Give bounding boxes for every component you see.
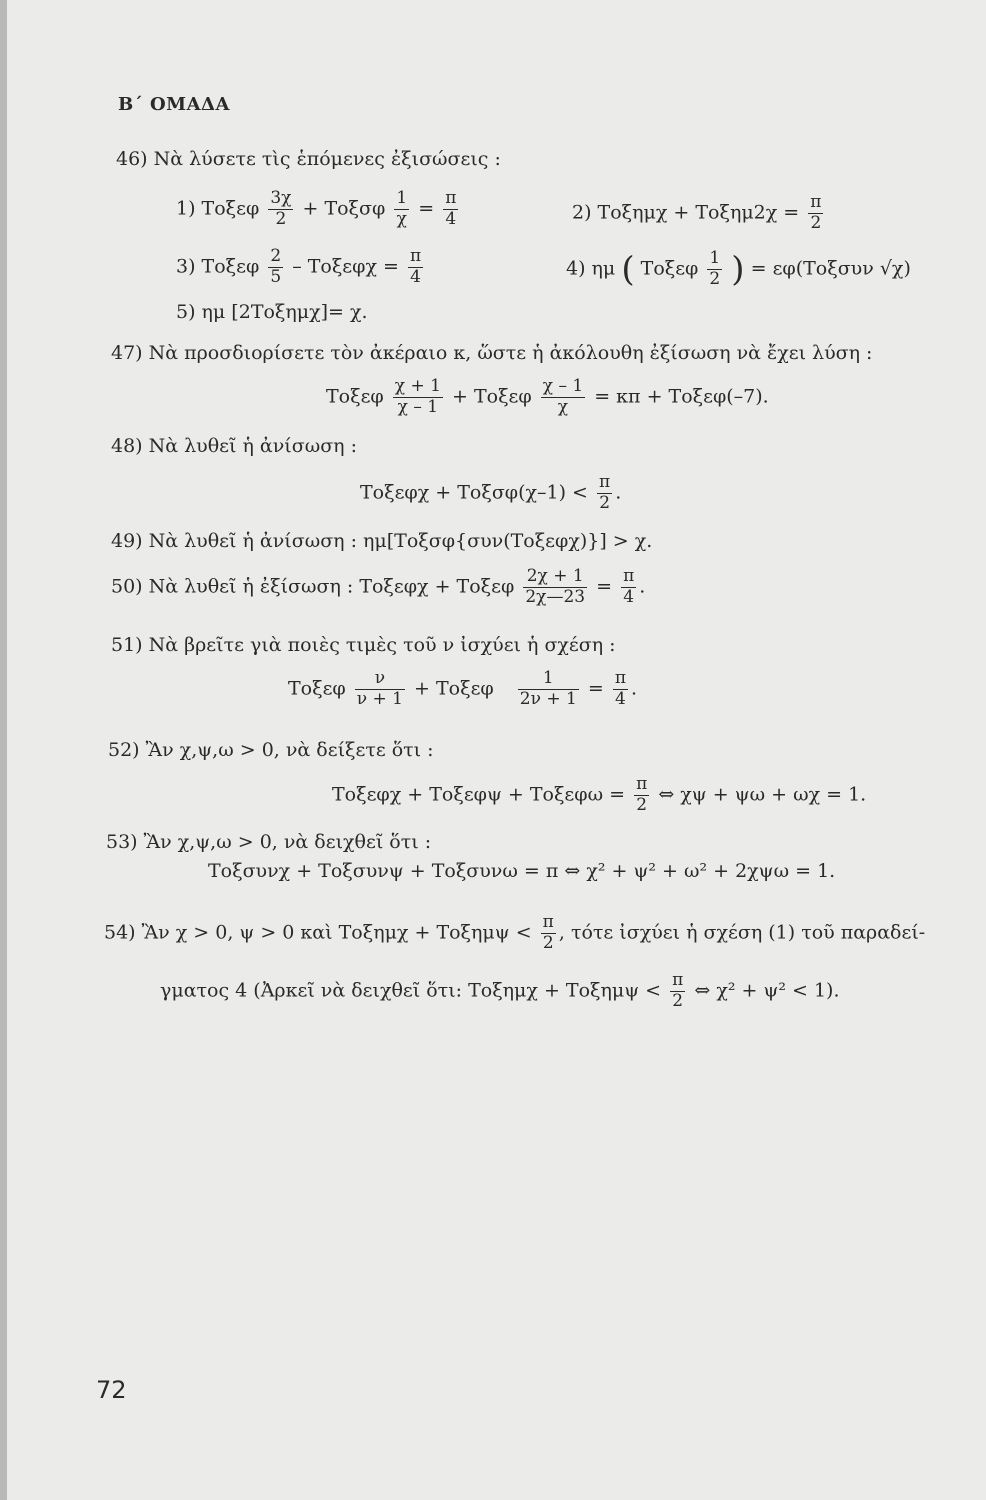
fraction: $\frac{1}{\chi}$ — [396, 188, 408, 229]
fraction: $\frac{\pi}{2}$ — [810, 192, 822, 233]
fraction: $\frac{2\chi + 1}{2\chi—23}$ — [525, 566, 586, 607]
problem-51-intro: 51) Νὰ βρεῖτε γιὰ ποιὲς τιμὲς τοῦ ν ἰσχύει ἡ σχέση : — [111, 634, 616, 656]
fraction: $\frac{\pi}{4}$ — [614, 668, 626, 709]
fraction: $\frac{\pi}{4}$ — [409, 246, 422, 287]
fraction: $\frac{\chi + 1}{\chi - 1}$ — [394, 376, 441, 417]
eq-46-2: 2) Τοξημχ + Τοξημ2χ = $\frac{\pi}{2}$ — [572, 192, 822, 233]
page-edge — [0, 0, 7, 1500]
fraction: $\frac{1}{2}$ — [709, 248, 721, 289]
fraction: $\frac{\pi}{2}$ — [542, 912, 554, 953]
eq-48: Τοξεφχ + Τοξσφ(χ–1) < $\frac{\pi}{2}$ . — [360, 472, 622, 513]
fraction: $\frac{2}{5}$ — [270, 246, 282, 287]
fraction: $\frac{3\chi}{2}$ — [270, 188, 292, 229]
eq-46-1: 1) Τοξεφ $\frac{3\chi}{2}$ + Τοξσφ $\frac{1}{\chi}$ = $\frac{\pi}{4}$ — [176, 188, 457, 229]
problem-52-intro: 52) Ἂν χ,ψ,ω > 0, νὰ δείξετε ὅτι : — [108, 739, 434, 761]
eq-47: Τοξεφ $\frac{\chi + 1}{\chi - 1}$ + Τοξεφ $\frac{\chi - 1}{\chi}$ = κπ + Τοξεφ(–7). — [326, 376, 769, 417]
fraction: $\frac{\pi}{2}$ — [599, 472, 611, 513]
fraction: $\frac{\chi - 1}{\chi}$ — [542, 376, 584, 417]
fraction: $\frac{\pi}{2}$ — [672, 970, 684, 1011]
problem-47-intro: 47) Νὰ προσδιορίσετε τὸν ἀκέραιο κ, ὥστε ἡ ἀκόλουθη ἐξίσωση νὰ ἔχει λύση : — [111, 342, 873, 364]
eq-53: Τοξσυνχ + Τοξσυνψ + Τοξσυνω = π ⇔ χ² + ψ² + ω² + 2χψω = 1. — [208, 860, 836, 882]
eq-46-5: 5) ημ [2Τοξημχ]= χ. — [176, 301, 368, 323]
problem-54-line-1: 54) Ἂν χ > 0, ψ > 0 καὶ Τοξημχ + Τοξημψ < $\frac{\pi}{2}$ , τότε ἰσχύει ἡ σχέση (1) τοῦ παραδεί- — [104, 912, 926, 953]
page-number: 72 — [96, 1376, 127, 1404]
problem-46-intro: 46) Νὰ λύσετε τὶς ἑπόμενες ἐξισώσεις : — [116, 148, 501, 170]
fraction: $\frac{\pi}{4}$ — [623, 566, 635, 607]
fraction: $\frac{\nu}{\nu + 1}$ — [356, 668, 403, 709]
problem-50: 50) Νὰ λυθεῖ ἡ ἐξίσωση : Τοξεφχ + Τοξεφ $\frac{2\chi + 1}{2\chi—23}$ = $\frac{\pi}{4}$ . — [111, 566, 646, 607]
fraction: $\frac{\pi}{2}$ — [636, 774, 648, 815]
section-heading: Β΄ ΟΜΑΔΑ — [118, 94, 230, 115]
eq-52: Τοξεφχ + Τοξεφψ + Τοξεφω = $\frac{\pi}{2}$ ⇔ χψ + ψω + ωχ = 1. — [332, 774, 867, 815]
problem-53-intro: 53) Ἂν χ,ψ,ω > 0, νὰ δειχθεῖ ὅτι : — [106, 831, 432, 853]
problem-49: 49) Νὰ λυθεῖ ἡ ἀνίσωση : ημ[Τοξσφ{συν(Τοξεφχ)}] > χ. — [111, 530, 653, 552]
eq-46-3: 3) Τοξεφ $\frac{2}{5}$ – Τοξεφχ = $\frac{\pi}{4}$ — [176, 246, 422, 287]
problem-48-intro: 48) Νὰ λυθεῖ ἡ ἀνίσωση : — [111, 435, 357, 457]
eq-46-4: 4) ημ ( Τοξεφ $\frac{1}{2}$ ) = εφ(Τοξσυν √χ) — [566, 248, 911, 290]
eq-51: Τοξεφ $\frac{\nu}{\nu + 1}$ + Τοξεφ $\frac{1}{2\nu + 1}$ = $\frac{\pi}{4}$ . — [288, 668, 638, 709]
fraction: $\frac{1}{2\nu + 1}$ — [519, 668, 577, 709]
problem-54-line-2: γματος 4 (Ἀρκεῖ νὰ δειχθεῖ ὅτι: Τοξημχ + Τοξημψ < $\frac{\pi}{2}$ ⇔ χ² + ψ² < 1). — [160, 970, 840, 1011]
fraction: $\frac{\pi}{4}$ — [445, 188, 457, 229]
